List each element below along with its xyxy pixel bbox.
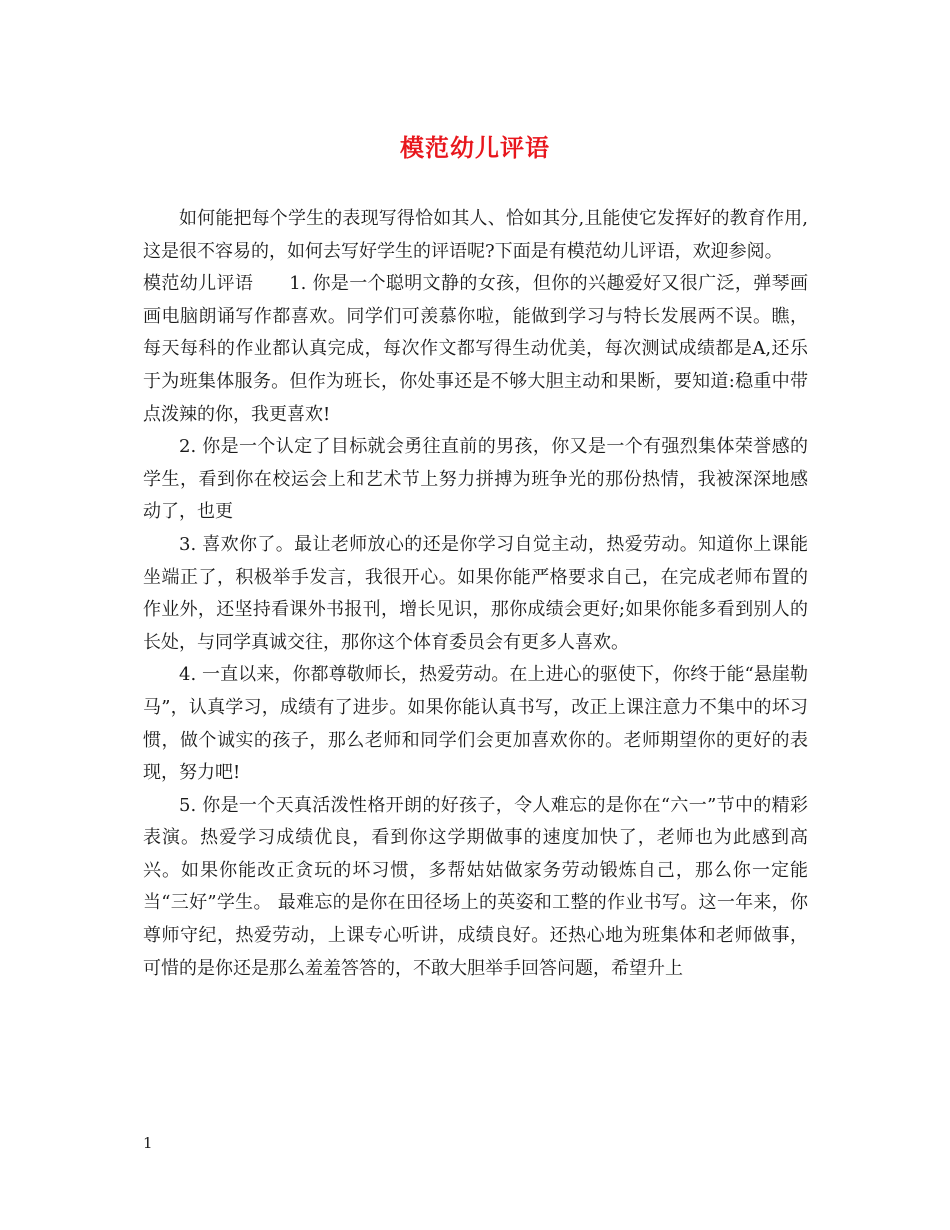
paragraph-1 <box>143 268 808 431</box>
document-body <box>143 203 808 985</box>
document-title: 模范幼儿评语 <box>400 134 550 162</box>
paragraph-1-text: 1. 你是一个聪明文静的女孩，但你的兴趣爱好又很广泛，弹琴画画电脑朗诵写作都喜欢。同学们可羡慕你啦，能做到学习与特长发展两不误。瞧，每天每科的作业都认真完成，每次作文都写得生动优美，每次测试成绩都是A,还乐于为班集体服务。但作为班长，你处事还是不够大胆主动和果断，要知道:稳重中带点泼辣的你，我更喜欢! <box>143 273 808 425</box>
paragraph-5: 5. 你是一个天真活泼性格开朗的好孩子，令人难忘的是你在“六一”节中的精彩表演。热爱学习成绩优良，看到你这学期做事的速度加快了，老师也为此感到高兴。如果你能改正贪玩的坏习惯，多帮姑姑做家务劳动锻炼自己，那么你一定能当“三好”学生。 最难忘的是你在田径场上的英姿和工整的作业书写。这一年来，你尊师守纪，热爱劳动，上课专心听讲，成绩良好。还热心地为班集体和老师做事，可惜的是你还是那么羞羞答答的，不敢大胆举手回答问题，希望升上 <box>143 794 808 979</box>
paragraph-2: 2. 你是一个认定了目标就会勇往直前的男孩，你又是一个有强烈集体荣誉感的学生，看到你在校运会上和艺术节上努力拼搏为班争光的那份热情，我被深深地感动了，也更 <box>143 436 808 523</box>
intro-paragraph: 如何能把每个学生的表现写得恰如其人、恰如其分,且能使它发挥好的教育作用,这是很不容易的，如何去写好学生的评语呢?下面是有模范幼儿评语，欢迎参阅。 <box>143 208 808 262</box>
page-number: 1 <box>143 1134 153 1152</box>
paragraph-3: 3. 喜欢你了。最让老师放心的还是你学习自觉主动，热爱劳动。知道你上课能坐端正了，积极举手发言，我很开心。如果你能严格要求自己，在完成老师布置的作业外，还坚持看课外书报刊，增长见识，那你成绩会更好;如果你能多看到别人的长处，与同学真诚交往，那你这个体育委员会有更多人喜欢。 <box>143 533 808 653</box>
section-label: 模范幼儿评语 <box>143 273 254 295</box>
paragraph-4: 4. 一直以来，你都尊敬师长，热爱劳动。在上进心的驱使下，你终于能“悬崖勒马”，认真学习，成绩有了进步。如果你能认真书写，改正上课注意力不集中的坏习惯，做个诚实的孩子，那么老师和同学们会更加喜欢你的。老师期望你的更好的表现，努力吧! <box>143 664 808 784</box>
